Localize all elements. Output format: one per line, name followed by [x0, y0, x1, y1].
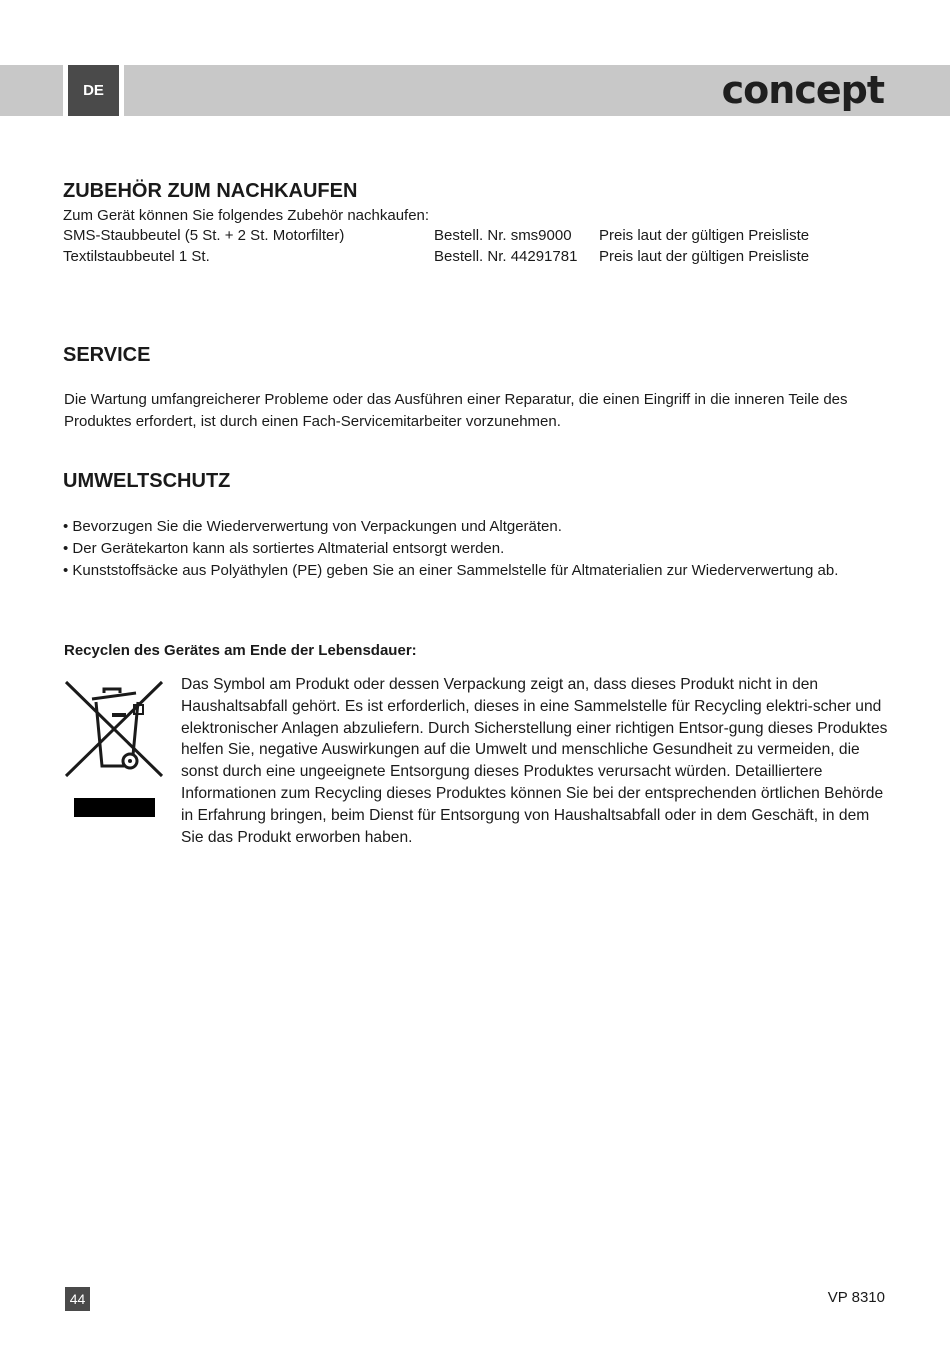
accessory-name: Textilstaubbeutel 1 St. [63, 248, 210, 265]
service-title: SERVICE [63, 344, 151, 366]
language-badge: DE [68, 65, 119, 116]
accessory-price: Preis laut der gültigen Preisliste [599, 248, 810, 265]
accessory-name: SMS-Staubbeutel (5 St. + 2 St. Motorfilter) [63, 227, 345, 244]
crossed-out-bin-icon [62, 678, 168, 823]
accessory-row [63, 227, 893, 248]
accessory-price: Preis laut der gültigen Preisliste [599, 227, 810, 244]
environment-title: UMWELTSCHUTZ [63, 470, 231, 492]
recycling-title: Recyclen des Gerätes am Ende der Lebensdauer: [64, 642, 417, 659]
list-item: • Der Gerätekarton kann als sortiertes Altmaterial entsorgt werden. [63, 540, 505, 557]
accessories-intro: Zum Gerät können Sie folgendes Zubehör nachkaufen: [63, 207, 430, 224]
page-number: 44 [65, 1287, 90, 1311]
recycling-text: Das Symbol am Produkt oder dessen Verpackung zeigt an, dass dieses Produkt nicht in den Haushaltsabfall gehört. Es ist erforderlich, dieses in eine Sammelstelle für Recycling elektri-scher und elektronischer Anlagen abzuliefern. Durch Sicherstellung einer richtigen Entsor-gung dieses Produktes helfen Sie, negative Auswirkungen auf die Umwelt und menschliche Gesundheit zu vermeiden, die sonst durch eine ungeeignete Entsorgung dieses Produktes verursacht würden. Detailliertere Informationen zum Recycling dieses Produktes können Sie bei der entsprechenden örtlichen Behörde in Erfahrung bringen, beim Dienst für Entsorgung von Haushaltsabfall oder in dem Geschäft, in dem Sie das Produkt erworben haben. [181, 676, 888, 846]
list-item: • Kunststoffsäcke aus Polyäthylen (PE) geben Sie an einer Sammelstelle für Altmaterialien zur Wiederverwertung ab. [63, 562, 839, 579]
accessories-title: ZUBEHÖR ZUM NACHKAUFEN [63, 180, 358, 202]
accessory-order-number: Bestell. Nr. sms9000 [434, 227, 572, 244]
accessory-order-number: Bestell. Nr. 44291781 [434, 248, 578, 265]
model-number: VP 8310 [827, 1289, 885, 1306]
service-text: Die Wartung umfangreicherer Probleme oder das Ausführen einer Reparatur, die einen Eingriff in die inneren Teile des Produktes erfordert, ist durch einen Fach-Servicemitarbeiter vorzunehmen. [64, 391, 848, 430]
accessory-row [63, 248, 893, 269]
list-item: • Bevorzugen Sie die Wiederverwertung von Verpackungen und Altgeräten. [63, 518, 562, 535]
header-divider [119, 65, 124, 116]
brand-logo: concept [721, 68, 884, 112]
environment-list [63, 516, 893, 582]
